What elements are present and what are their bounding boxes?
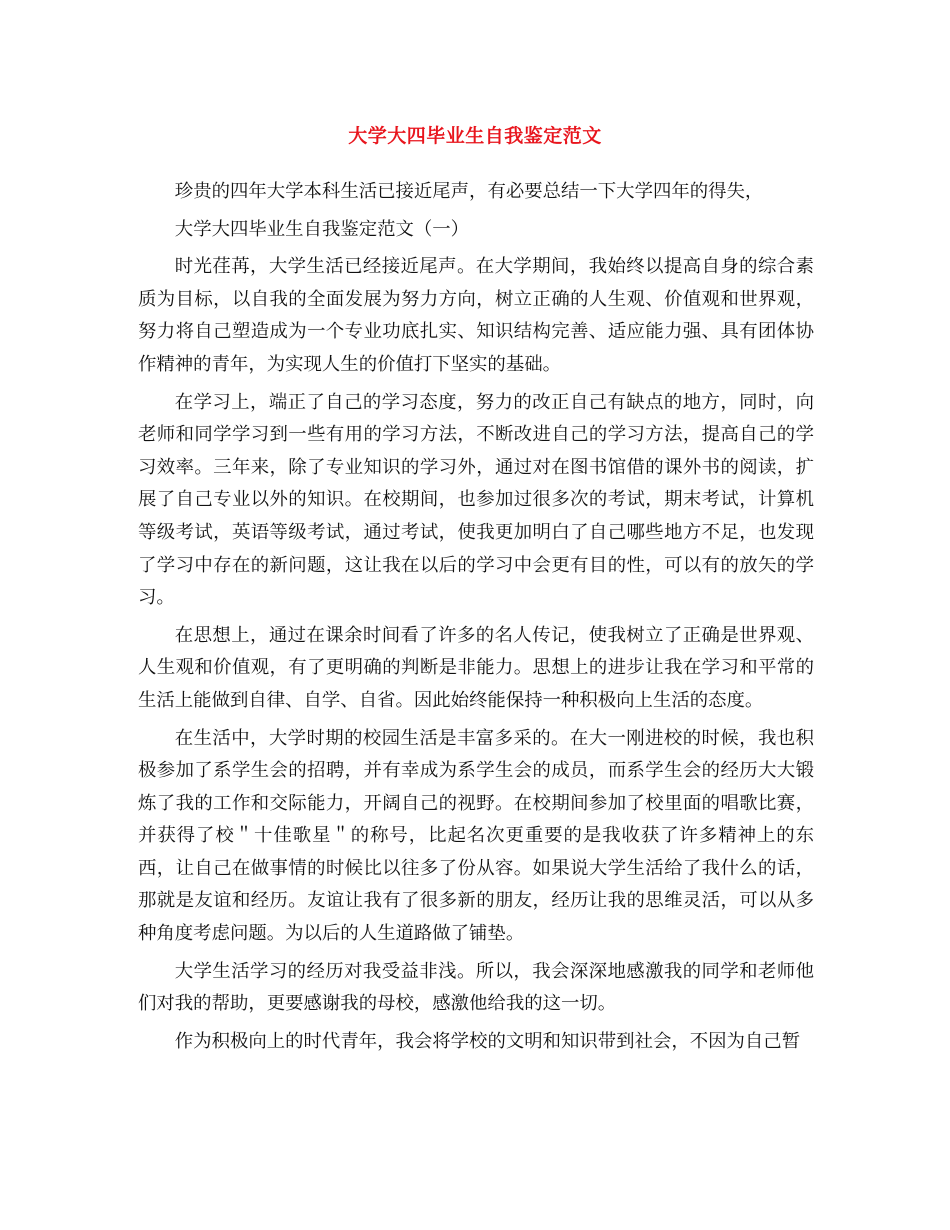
body-paragraph: 在学习上，端正了自己的学习态度，努力的改正自己有缺点的地方，同时，向老师和同学学习到一些有用的学习方法，不断改进自己的学习方法，提高自己的学习效率。三年来，除了专业知识的学习外，通过对在图书馆借的课外书的阅读，扩展了自己专业以外的知识。在校期间，也参加过很多次的考试，期末考试，计算机等级考试，英语等级考试，通过考试，使我更加明白了自己哪些地方不足，也发现了学习中存在的新问题，这让我在以后的学习中会更有目的性，可以有的放矢的学习。: [138, 391, 814, 609]
intro-paragraph: 珍贵的四年大学本科生活已接近尾声，有必要总结一下大学四年的得失，: [174, 181, 764, 202]
body-paragraph: 大学生活学习的经历对我受益非浅。所以，我会深深地感激我的同学和老师他们对我的帮助，更要感谢我的母校，感激他给我的这一切。: [138, 960, 814, 1015]
body-paragraph: 在思想上，通过在课余时间看了许多的名人传记，使我树立了正确是世界观、人生观和价值观，有了更明确的判断是非能力。思想上的进步让我在学习和平常的生活上能做到自律、自学、自省。因此始终能保持一种积极向上生活的态度。: [138, 624, 814, 711]
document-body: [138, 176, 814, 1063]
document-title: 大学大四毕业生自我鉴定范文: [348, 125, 602, 147]
body-paragraph: 在生活中，大学时期的校园生活是丰富多采的。在大一刚进校的时候，我也积极参加了系学生会的招聘，并有幸成为系学生会的成员，而系学生会的经历大大锻炼了我的工作和交际能力，开阔自己的视野。在校期间参加了校里面的唱歌比赛，并获得了校＂十佳歌星＂的称号，比起名次更重要的是我收获了许多精神上的东西，让自己在做事情的时候比以往多了份从容。如果说大学生活给了我什么的话，那就是友谊和经历。友谊让我有了很多新的朋友，经历让我的思维灵活，可以从多种角度考虑问题。为以后的人生道路做了铺垫。: [138, 727, 814, 945]
body-paragraph: 作为积极向上的时代青年，我会将学校的文明和知识带到社会，不因为自己暂: [174, 1030, 801, 1052]
body-paragraph: 时光荏苒，大学生活已经接近尾声。在大学期间，我始终以提高自身的综合素质为目标，以自我的全面发展为努力方向，树立正确的人生观、价值观和世界观，努力将自己塑造成为一个专业功底扎实、知识结构完善、适应能力强、具有团体协作精神的青年，为实现人生的价值打下坚实的基础。: [138, 256, 814, 375]
section-heading: 大学大四毕业生自我鉴定范文（一）: [174, 218, 470, 240]
